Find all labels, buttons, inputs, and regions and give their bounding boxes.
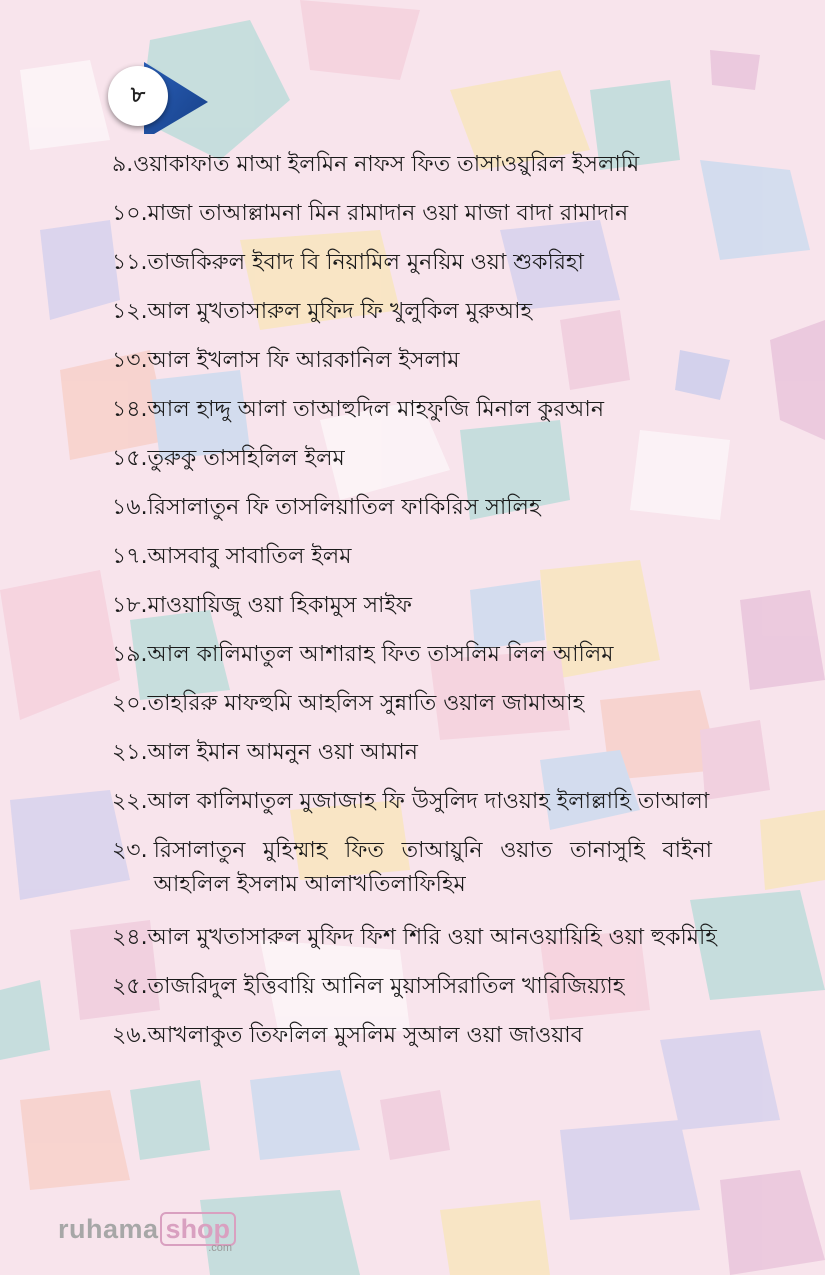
book-number: ১৮. (112, 593, 148, 618)
book-number: ২৬. (112, 1023, 148, 1048)
book-title: তুরুকু তাসহিলিল ইলম (147, 446, 345, 471)
book-title: আসবাবু সাবাতিল ইলম (147, 544, 352, 569)
book-list-item (112, 736, 712, 785)
book-list-item (112, 246, 712, 295)
book-number: ১২. (112, 299, 148, 324)
book-number: ২২. (112, 789, 148, 814)
book-list-item (112, 687, 712, 736)
book-title: আল মুখতাসারুল মুফিদ ফিশ শিরি ওয়া আনওয়ায়িহি ওয়া হুকমিহি (147, 925, 717, 950)
book-number: ২০. (112, 691, 148, 716)
book-number: ১৭. (112, 544, 148, 569)
page-number: ৮ (108, 66, 168, 126)
book-title: মাজা তাআল্লামনা মিন রামাদান ওয়া মাজা বাদা রামাদান (147, 201, 629, 226)
book-list-item (112, 148, 712, 197)
book-list-item (112, 491, 712, 540)
book-title: আখলাকুত তিফলিল মুসলিম সুআল ওয়া জাওয়াব (147, 1023, 583, 1048)
brand-watermark (58, 1212, 236, 1254)
book-number: ১৯. (112, 642, 148, 667)
book-number: ১৩. (112, 348, 148, 373)
book-title: তাহরিরু মাফহুমি আহলিস সুন্নাতি ওয়াল জামাআহ (147, 691, 585, 716)
book-list-item (112, 1019, 712, 1068)
book-title: আল ইমান আমনুন ওয়া আমান (147, 740, 418, 765)
book-number: ৯. (112, 152, 134, 177)
book-list-item (112, 197, 712, 246)
book-title: রিসালাতুন মুহিম্মাহ ফিত তাআয়ুনি ওয়াত তানাসুহি বাইনা আহলিল ইসলাম আলাখতিলাফিহিম (153, 838, 712, 897)
book-title: তাজকিরুল ইবাদ বি নিয়ামিল মুনয়িম ওয়া শুকরিহা (147, 250, 584, 275)
book-title: ওয়াকাফাত মাআ ইলমিন নাফস ফিত তাসাওয়ুরিল ইসলামি (133, 152, 640, 177)
book-title: মাওয়ায়িজু ওয়া হিকামুস সাইফ (147, 593, 412, 618)
book-list-item (112, 638, 712, 687)
book-list-item (112, 921, 717, 970)
book-title-list (112, 148, 717, 1068)
book-number: ১৫. (112, 446, 148, 471)
book-number: ২৩. (112, 838, 148, 863)
book-title: আল হাদ্দু আলা তাআহুদিল মাহফুজি মিনাল কুরআন (147, 397, 604, 422)
book-number: ১০. (112, 201, 148, 226)
book-list-item (112, 589, 712, 638)
book-title: আল কালিমাতুল মুজাজাহ ফি উসুলিদ দাওয়াহ ইলাল্লাহি তাআলা (147, 789, 710, 814)
book-list-item (112, 540, 712, 589)
book-number: ১৪. (112, 397, 148, 422)
book-list-item (112, 785, 712, 834)
book-number: ১১. (112, 250, 148, 275)
brand-name: ruhama (58, 1214, 159, 1244)
book-title: আল মুখতাসারুল মুফিদ ফি খুলুকিল মুরুআহ (147, 299, 533, 324)
book-title: আল ইখলাস ফি আরকানিল ইসলাম (147, 348, 460, 373)
page-number-badge (108, 62, 208, 140)
book-list-item (112, 834, 712, 921)
book-title: তাজরিদুল ইত্তিবায়ি আনিল মুয়াসসিরাতিল খারিজিয়্যাহ (147, 974, 625, 999)
book-number: ১৬. (112, 495, 148, 520)
book-list-item (112, 344, 712, 393)
brand-domain: .com (208, 1242, 233, 1254)
book-list-item (112, 970, 712, 1019)
book-title: রিসালাতুন ফি তাসলিয়াতিল ফাকিরিস সালিহ (147, 495, 541, 520)
book-number: ২১. (112, 740, 148, 765)
book-list-item (112, 442, 712, 491)
book-list-item (112, 393, 712, 442)
book-number: ২৪. (112, 925, 148, 950)
book-title: আল কালিমাতুল আশারাহ ফিত তাসলিম লিল আলিম (147, 642, 614, 667)
book-list-item (112, 295, 712, 344)
book-number: ২৫. (112, 974, 148, 999)
brand-shop-badge: shop (160, 1212, 237, 1246)
